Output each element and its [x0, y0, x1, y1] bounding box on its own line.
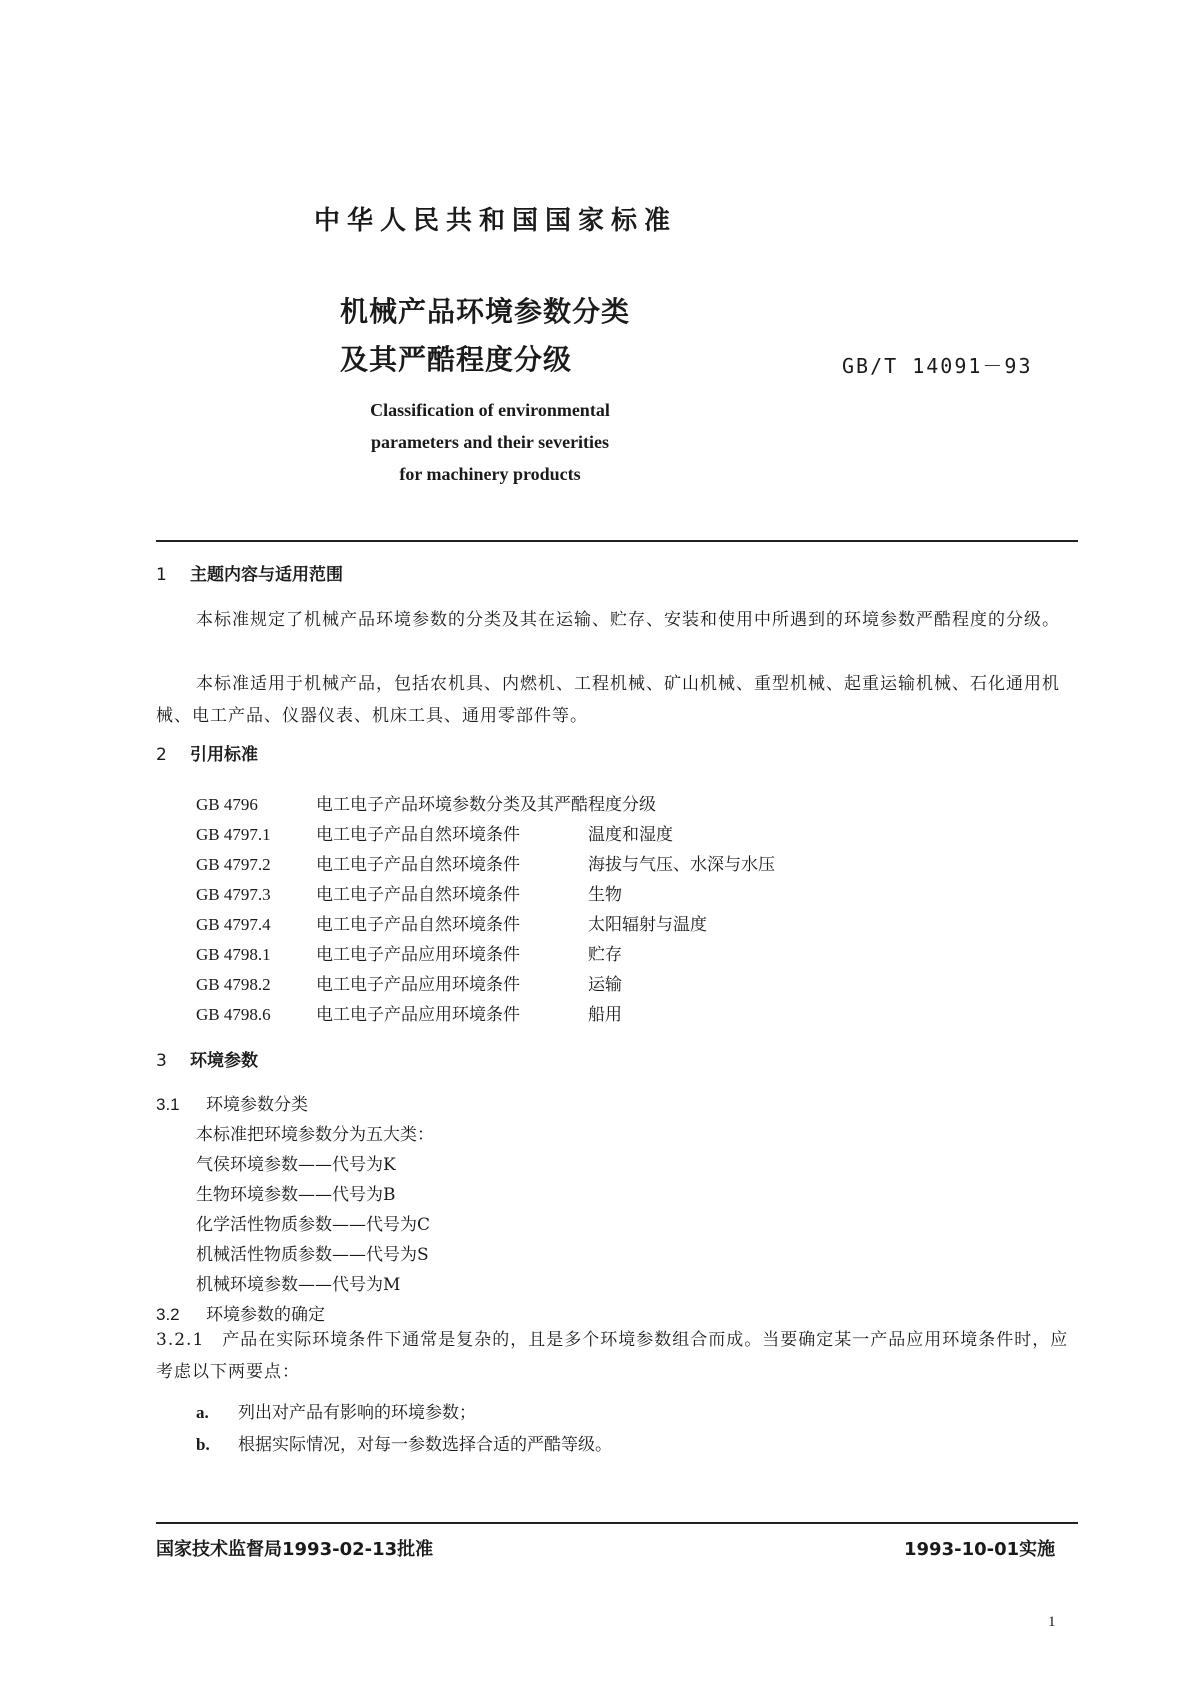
- ref-subtitle: 海拔与气压、水深与水压: [588, 855, 775, 875]
- category-line: 生物环境参数——代号为B: [196, 1185, 396, 1205]
- section3-title: 环境参数: [190, 1051, 258, 1071]
- title-en-line3: for machinery products: [399, 464, 581, 484]
- title-zh-line1: 机械产品环境参数分类: [340, 295, 631, 328]
- subsection-3-2: [156, 1300, 325, 1325]
- subsection-3-1-number: 3.1: [156, 1095, 180, 1114]
- title-zh-line2: 及其严酷程度分级: [340, 343, 573, 376]
- approval-date: 国家技术监督局1993-02-13批准: [156, 1539, 434, 1560]
- ref-item: [196, 910, 707, 935]
- ref-code: GB 4797.2: [196, 855, 271, 874]
- ref-code: GB 4797.4: [196, 915, 271, 934]
- standard-number: GB/T 14091－93: [842, 354, 1033, 378]
- ref-subtitle: 船用: [588, 1005, 622, 1025]
- ref-item: [196, 1000, 622, 1025]
- section1-para2: 本标准适用于机械产品，包括农机具、内燃机、工程机械、矿山机械、重型机械、起重运输机械、石化通用机械、电工产品、仪器仪表、机床工具、通用零部件等。: [156, 674, 1060, 726]
- ref-subtitle: 运输: [588, 975, 622, 995]
- ref-code: GB 4798.1: [196, 945, 271, 964]
- ref-item: [196, 880, 622, 905]
- ref-code: GB 4796: [196, 795, 258, 814]
- section2-number: 2: [156, 745, 167, 765]
- page-number: 1: [1048, 1614, 1056, 1630]
- ref-title: 电工电子产品应用环境条件: [316, 975, 520, 995]
- ref-title: 电工电子产品自然环境条件: [316, 885, 520, 905]
- section3-heading: [156, 1046, 258, 1071]
- ref-item: [196, 940, 622, 965]
- ref-title: 电工电子产品应用环境条件: [316, 1005, 520, 1025]
- ref-item: [196, 850, 775, 875]
- subsection-3-1: [156, 1090, 308, 1115]
- ref-title: 电工电子产品自然环境条件: [316, 915, 520, 935]
- header-divider: [156, 540, 1078, 542]
- subsection-3-1-title: 环境参数分类: [206, 1095, 308, 1115]
- section1-number: 1: [156, 565, 167, 585]
- list-item-label: a.: [196, 1403, 209, 1422]
- ref-item: [196, 790, 656, 815]
- implementation-date: 1993-10-01实施: [904, 1539, 1056, 1560]
- section2-title: 引用标准: [190, 745, 258, 765]
- ref-subtitle: 温度和湿度: [588, 825, 673, 845]
- category-line: 机械环境参数——代号为M: [196, 1275, 401, 1295]
- list-item-text: 列出对产品有影响的环境参数；: [238, 1403, 476, 1423]
- list-item: [196, 1398, 476, 1423]
- subsection-3-2-number: 3.2: [156, 1305, 180, 1324]
- subsection-3-2-title: 环境参数的确定: [206, 1305, 325, 1325]
- ref-code: GB 4798.2: [196, 975, 271, 994]
- footer-divider: [156, 1522, 1078, 1524]
- ref-code: GB 4797.1: [196, 825, 271, 844]
- ref-title: 电工电子产品应用环境条件: [316, 945, 520, 965]
- ref-item: [196, 970, 622, 995]
- list-item-label: b.: [196, 1435, 210, 1454]
- section2-heading: [156, 740, 258, 765]
- ref-code: GB 4797.3: [196, 885, 271, 904]
- section1-title: 主题内容与适用范围: [190, 565, 343, 585]
- list-item-text: 根据实际情况，对每一参数选择合适的严酷等级。: [238, 1435, 612, 1455]
- title-en-line1: Classification of environmental: [370, 400, 610, 420]
- title-en-line2: parameters and their severities: [370, 432, 610, 452]
- ref-title: 电工电子产品环境参数分类及其严酷程度分级: [316, 795, 656, 815]
- ref-subtitle: 贮存: [588, 945, 622, 965]
- category-line: 本标准把环境参数分为五大类：: [196, 1125, 434, 1145]
- ref-subtitle: 太阳辐射与温度: [588, 915, 707, 935]
- ref-subtitle: 生物: [588, 885, 622, 905]
- section1-para1: 本标准规定了机械产品环境参数的分类及其在运输、贮存、安装和使用中所遇到的环境参数严酷程度的分级。: [196, 610, 1060, 630]
- clause-3-2-1: 3.2.1 产品在实际环境条件下通常是复杂的，且是多个环境参数组合而成。当要确定某一产品应用环境条件时，应考虑以下两要点：: [156, 1330, 1069, 1382]
- national-standard-heading: 中华人民共和国国家标准: [314, 206, 678, 236]
- ref-item: [196, 820, 673, 845]
- category-line: 机械活性物质参数——代号为S: [196, 1245, 429, 1265]
- section3-number: 3: [156, 1051, 167, 1071]
- category-line: 化学活性物质参数——代号为C: [196, 1215, 431, 1235]
- ref-title: 电工电子产品自然环境条件: [316, 825, 520, 845]
- ref-title: 电工电子产品自然环境条件: [316, 855, 520, 875]
- section1-heading: [156, 560, 343, 585]
- category-line: 气侯环境参数——代号为K: [196, 1155, 396, 1175]
- list-item: [196, 1430, 612, 1455]
- ref-code: GB 4798.6: [196, 1005, 271, 1024]
